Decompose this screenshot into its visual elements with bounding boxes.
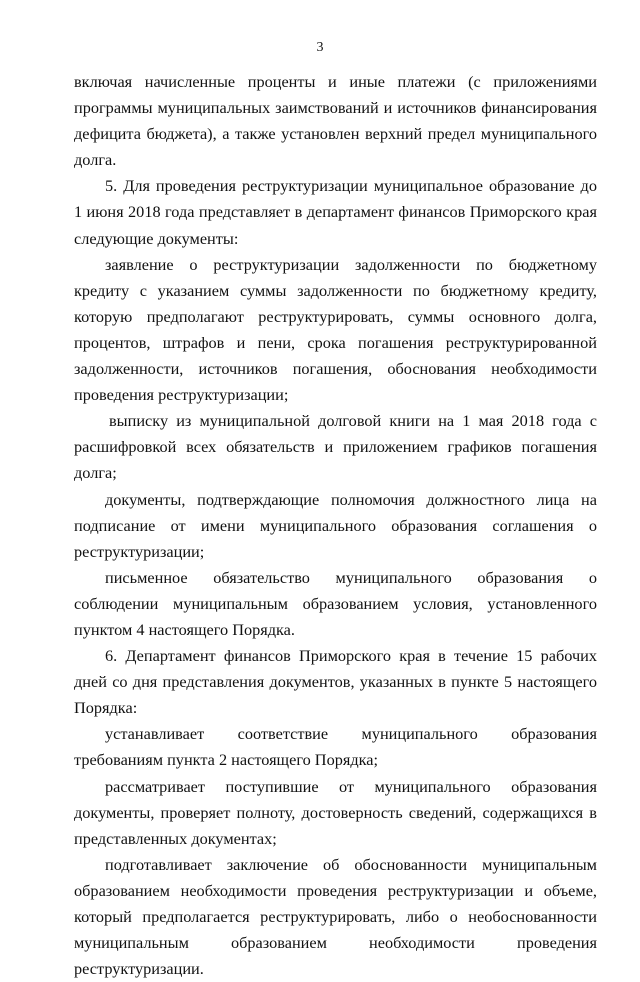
document-body [74,69,597,982]
paragraph-restructuring-application: заявление о реструктуризации задолженности по бюджетному кредиту с указанием суммы задолженности по бюджетному кредиту, которую предполагают реструктурировать, суммы основного долга, процентов, штрафов и пени, срока погашения реструктурированной задолженности, источников погашения, обоснования необходимости проведения реструктуризации; [74,254,597,405]
paragraph-prepares-conclusion: подготавливает заключение об обоснованности муниципальным образованием необходимости проведения реструктуризации и объеме, который предполагается реструктурировать, либо о необоснованности муниципальным образованием необходимости проведения реструктуризации. [74,854,597,979]
paragraph-debt-book-extract: выписку из муниципальной долговой книги на 1 мая 2018 года с расшифровкой всех обязательств и приложением графиков погашения долга; [74,411,597,483]
page-number: 3 [316,40,324,55]
paragraph-continuation: включая начисленные проценты и иные платежи (с приложениями программы муниципальных заимствований и источников финансирования дефицита бюджета), а также установлен верхний предел муниципального долга. [74,72,597,170]
paragraph-reviews-documents: рассматривает поступившие от муниципального образования документы, проверяет полноту, достоверность сведений, содержащихся в представленных документах; [74,776,597,848]
paragraph-item-6: 6. Департамент финансов Приморского края в течение 15 рабочих дней со дня представления документов, указанных в пункте 5 настоящего Порядка: [74,646,597,718]
paragraph-written-obligation: письменное обязательство муниципального образования о соблюдении муниципальным образованием условия, установленного пунктом 4 настоящего Порядка. [74,567,597,639]
paragraph-establishes-compliance: устанавливает соответствие муниципального образования требованиям пункта 2 настоящего Порядка; [74,724,597,770]
paragraph-authority-documents: документы, подтверждающие полномочия должностного лица на подписание от имени муниципального образования соглашения о реструктуризации; [74,489,597,561]
paragraph-item-5: 5. Для проведения реструктуризации муниципальное образование до 1 июня 2018 года представляет в департамент финансов Приморского края следующие документы: [74,176,597,248]
